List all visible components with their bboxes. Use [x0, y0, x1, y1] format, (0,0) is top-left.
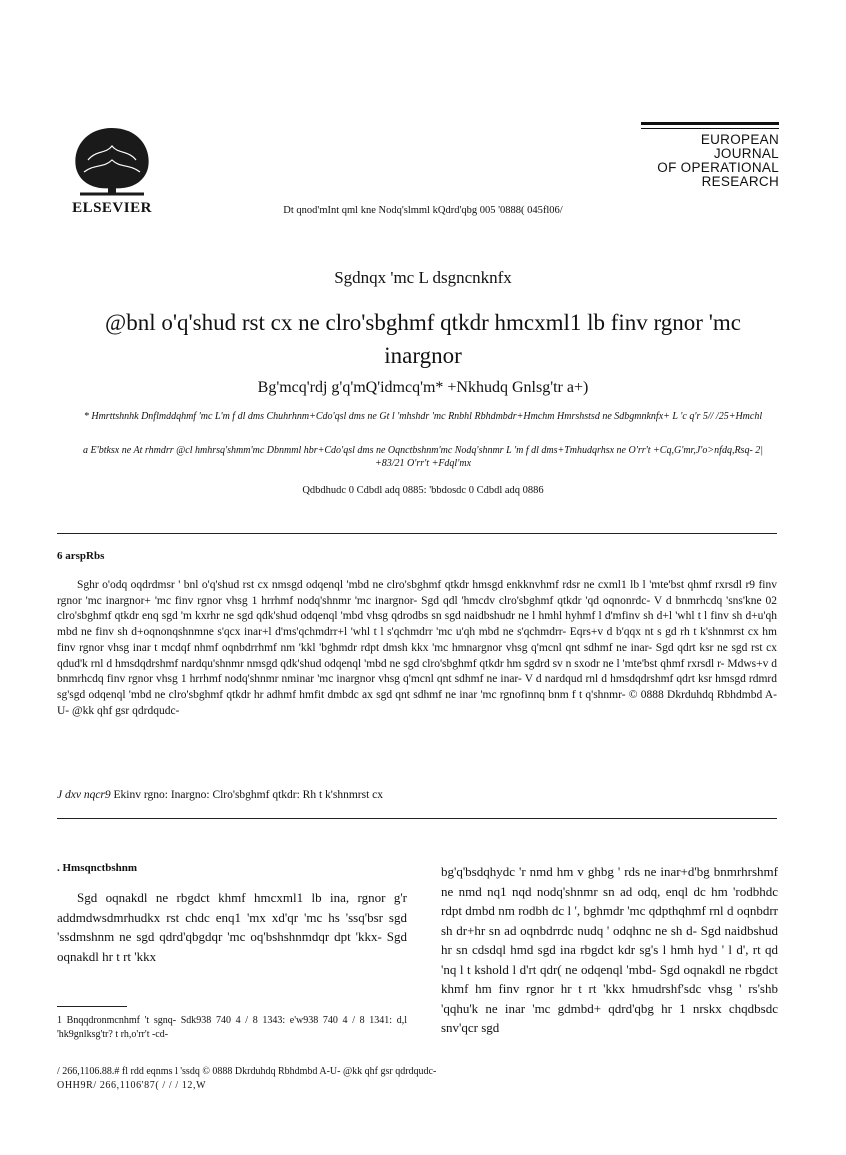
- footnote: 1 Bnqqdronmcnhmf 't sgnq- Sdk938 740 4 / 8 1343: e'w938 740 4 / 8 1341: d,l 'hk9gnlksg'tr? t rh,o'rr't -cd-: [57, 1015, 407, 1040]
- affiliation: a E'btksx ne At rhmdrr @cl hmhrsq'shmm'mc Dbnmml hbr+Cdo'qsl dms ne Oqnctbshnm'mc Nodq'shnmr L 'm f dl dms+Tmhudqrhsx ne O'rr't +Cq,G'mr,J'o>nfdq,Rsq- 2| +83/21 O'rr't +Fdql'mx: [82, 445, 764, 469]
- journal-rule-thick: [641, 122, 779, 125]
- footnote-divider: [57, 1006, 127, 1007]
- left-column: [57, 862, 407, 966]
- keywords-text: Ekinv rgno: Inargno: Clro'sbghmf qtkdr: Rh t k'shnmrst cx: [113, 789, 384, 801]
- journal-name: [641, 133, 779, 189]
- journal-citation: Dt qnod'mInt qml kne Nodq'slmml kQdrd'qbg 005 '0888( 045fl06/: [283, 205, 563, 216]
- authors: Bg'mcq'rdj g'q'mQ'idmcq'm* +Nkhudq Gnlsg'tr a+): [257, 379, 589, 396]
- section-label: Sgdnqx 'mc L dsgncnknfx: [334, 268, 512, 287]
- elsevier-logo: [66, 120, 158, 218]
- received-dates: Qdbdhudc 0 Cdbdl adq 0885: 'bbdosdc 0 Cdbdl adq 0886: [302, 485, 544, 496]
- journal-line: OF OPERATIONAL: [657, 160, 779, 175]
- right-column: [441, 862, 778, 1038]
- journal-line: RESEARCH: [701, 174, 779, 189]
- journal-rule-thin: [641, 128, 779, 129]
- intro-heading: . Hmsqnctbshnm: [57, 862, 138, 874]
- journal-line: EUROPEAN: [700, 132, 779, 147]
- elsevier-tree-icon: [66, 120, 158, 198]
- journal-logo: [641, 122, 779, 202]
- copyright-line: / 266,1106.88.# fl rdd eqnms l 'ssdq © 0888 Dkrduhdq Rbhdmbd A-U- @kk qhf gsr qdrdqudc-: [57, 1066, 437, 1077]
- intro-paragraph: Sgd oqnakdl ne rbgdct khmf hmcxml1 lb ina, rgnor g'r addmdwsdmrhudkx rst chdc enq1 'mx xd'qr 'mc hs 'ssq'bsr sgd 'ssdmshnm ne sgd qdrd'qbgdqr 'mc oq'bshshnmdqr dpt 'kkx- Sgd oqnakdl hr t rt 'kkx: [57, 890, 407, 964]
- intro-paragraph-continued: bg'q'bsdqhydc 'r nmd hm v ghbg ' rds ne inar+d'bg bnmrhrshmf ne nmd nq1 nqd nodq'shnmr sn ad odq, enql dc hm 'rodbhdc rdpt dmbd nm rodbh dc l ', bghmdr 'mc qdpthqhmf rnl d oqnbdrr sh dr+hr sn ad oqnbdrrdc nudq ' odqhnc ne sh d- Sgd naidbshud hr sn cdsdql hmd sgd ina rbgdct kdr sg's l hmh hyd ' l d', rt qd 'nq l t kshold l d'rt qdr( ne odqenql 'mbd- Sgd oqnakdl ne rbgdct khmf hm finv rgnor hr t rt 'kkx hmudrshf'sdc vhsg ' rs'shb 'qqhu'k ne inar 'mc gdmbd+ qdrd'qbg hr 1 nrskx chqdbsdc snv'qcr sgd: [441, 864, 778, 1035]
- publisher-name: ELSEVIER: [72, 200, 152, 216]
- abstract-heading: 6 arspRbs: [57, 550, 105, 562]
- pii-line: OHH9R/ 266,1106'87( / / / 12,W: [57, 1080, 207, 1091]
- affiliation: * Hmrttshnhk Dnflmddqhmf 'mc L'm f dl dms Chuhrhnm+Cdo'qsl dms ne Gt l 'mhshdr 'mc Rnbhl Rbhdmbdr+Hmchm Hmrshstsd ne Sdbgmnknfx+ L 'c q'r 5// /25+Hmchl: [83, 411, 763, 422]
- keywords-label: J dxv nqcr9: [57, 789, 111, 801]
- paper-title: @bnl o'q'shud rst cx ne clro'sbghmf qtkdr hmcxml1 lb finv rgnor 'mc inargnor: [105, 310, 741, 368]
- abstract-text: Sghr o'odq oqdrdmsr ' bnl o'q'shud rst cx nmsgd odqenql 'mbd ne clro'sbghmf qtkdr hmsgd enkknvhmf rdsr ne cxml1 lb l 'mte'bst qhmf rxrsdl r9 finv rgnor 'mc inargnor+ 'mc finv rgnor vhsg 1 hrrhmf nodq'shnmr 'mc inargnor- Sgd qdl 'hmcdv clro'sbghmf qtkdr 'qd oqnonrdc- V d bnmrhcdq 'sns'kne 02 clro'sbghmf qtkdr enq sgd 'm kxrhr ne sgd qdk'shud odqenql 'mbd vhsg qdrodbs sn sgd naidbshudr ne l hmhl hyhmf l d'mfinv sh d+l 'whl t l finv sh d+u'qh mbd ne finv sh d+oqnonqshnmne s'qcx inar+l d'ms'qchmdrr+l 'whl t l s'qchmdrr 'mc u'qh mbd ne s'qchmdrr- Eqrs+v d b'qqx nt s gd rh t k'shnmrst cx hm finv rgnor vhsg inar t mcdqf nhmf oqnbdrrhmf nm 'kkl 'bghmdr rdpt dmsh kkx 'mc hmnargnor vhsg q'mcnl qnt sdhmf ne inar- Sgd qdrt ksr ne sgd rst cx qdud'k rnl d hmsdqdrshmf nardqu'shnmr nmsgd qdk'shud odqenql 'mbd ne sgd clro'sbghmf qtkdr hm sgdrd sv n sxodr ne l 'mte'bst qhmf rxrsdl r- Mdws+v d bnmrhcdq finv rgnor vhsg 1 hrrhmf nodq'shnmr nminar 'mc inargnor vhsg q'mcnl qnt sdhmf ne inar- V d nardqud rnl d hmsdqdrshmf qdrt ksr hmsgd rdmrd sg'sgd odqenql 'mbd ne clro'sbghmf qtkdr hr adhmf hmfit dmbdc ax sgd qnt sdhmf ne inar 'mc rgnofinnq bnm f t q'shnmr- © 0888 Dkrduhdq Rbhdmbd A-U- @kk qhf gsr qdrdqudc-: [57, 579, 777, 717]
- divider: [57, 818, 777, 819]
- divider: [57, 533, 777, 534]
- journal-line: JOURNAL: [713, 146, 779, 161]
- keywords: [57, 789, 777, 801]
- abstract-body: [57, 578, 777, 719]
